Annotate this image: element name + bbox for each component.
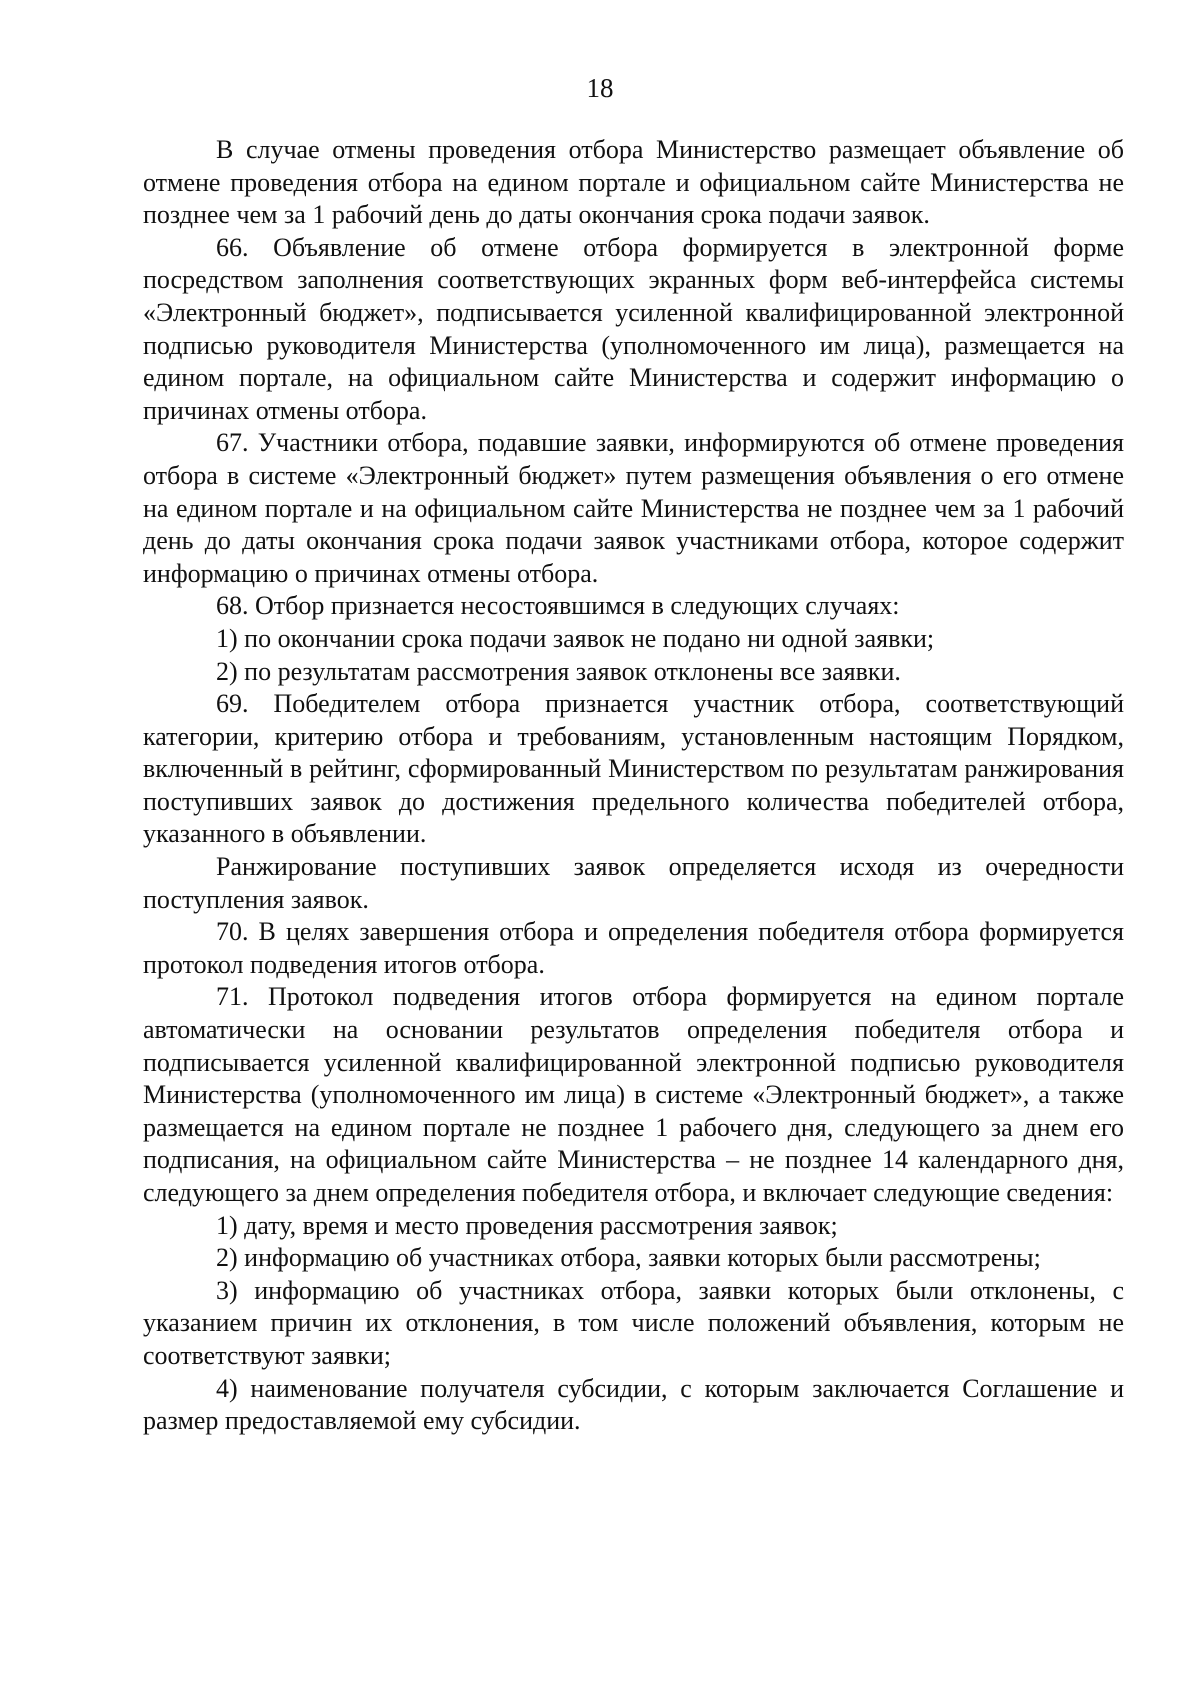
paragraph-71-item-3: 3) информацию об участниках отбора, заявки которых были отклонены, с указанием причин их отклонения, в том числе положений объявления, которым не соответствуют заявки; [143, 1275, 1124, 1370]
document-body [143, 134, 1124, 1438]
paragraph-68: 68. Отбор признается несостоявшимся в следующих случаях: [216, 591, 900, 621]
paragraph-67: 67. Участники отбора, подавшие заявки, информируются об отмене проведения отбора в системе «Электронный бюджет» путем размещения объявления о его отмене на едином портале и на официальном сайте Министерства не позднее чем за 1 рабочий день до даты окончания срока подачи заявок участниками отбора, которое содержит информацию о причинах отмены отбора. [143, 428, 1124, 588]
paragraph-ranking: Ранжирование поступивших заявок определяется исходя из очередности поступления заявок. [143, 852, 1124, 914]
paragraph-71-item-1: 1) дату, время и место проведения рассмотрения заявок; [216, 1210, 838, 1240]
paragraph-68-item-2: 2) по результатам рассмотрения заявок отклонены все заявки. [216, 656, 901, 686]
paragraph-71-item-4: 4) наименование получателя субсидии, с которым заключается Соглашение и размер предоставляемой ему субсидии. [143, 1373, 1124, 1436]
paragraph-71-item-2: 2) информацию об участниках отбора, заявки которых были рассмотрены; [216, 1243, 1041, 1273]
paragraph-71: 71. Протокол подведения итогов отбора формируется на едином портале автоматически на основании результатов определения победителя отбора и подписывается усиленной квалифицированной электронной подписью руководителя Министерства (уполномоченного им лица) в системе «Электронный бюджет», а также размещается на едином портале не позднее 1 рабочего дня, следующего за днем его подписания, на официальном сайте Министерства – не позднее 14 календарного дня, следующего за днем определения победителя отбора, и включает следующие сведения: [143, 982, 1124, 1207]
paragraph-69: 69. Победителем отбора признается участник отбора, соответствующий категории, критерию отбора и требованиям, установленным настоящим Порядком, включенный в рейтинг, сформированный Министерством по результатам ранжирования поступивших заявок до достижения предельного количества победителей отбора, указанного в объявлении. [143, 689, 1124, 849]
paragraph-cancellation-notice: В случае отмены проведения отбора Министерство размещает объявление об отмене проведения отбора на едином портале и официальном сайте Министерства не позднее чем за 1 рабочий день до даты окончания срока подачи заявок. [143, 135, 1124, 230]
paragraph-68-item-1: 1) по окончании срока подачи заявок не подано ни одной заявки; [216, 623, 935, 653]
paragraph-70: 70. В целях завершения отбора и определения победителя отбора формируется протокол подведения итогов отбора. [143, 917, 1124, 979]
paragraph-66: 66. Объявление об отмене отбора формируется в электронной форме посредством заполнения соответствующих экранных форм веб-интерфейса системы «Электронный бюджет», подписывается усиленной квалифицированной электронной подписью руководителя Министерства (уполномоченного им лица), размещается на едином портале, на официальном сайте Министерства и содержит информацию о причинах отмены отбора. [143, 232, 1124, 425]
page-number: 18 [586, 73, 614, 103]
